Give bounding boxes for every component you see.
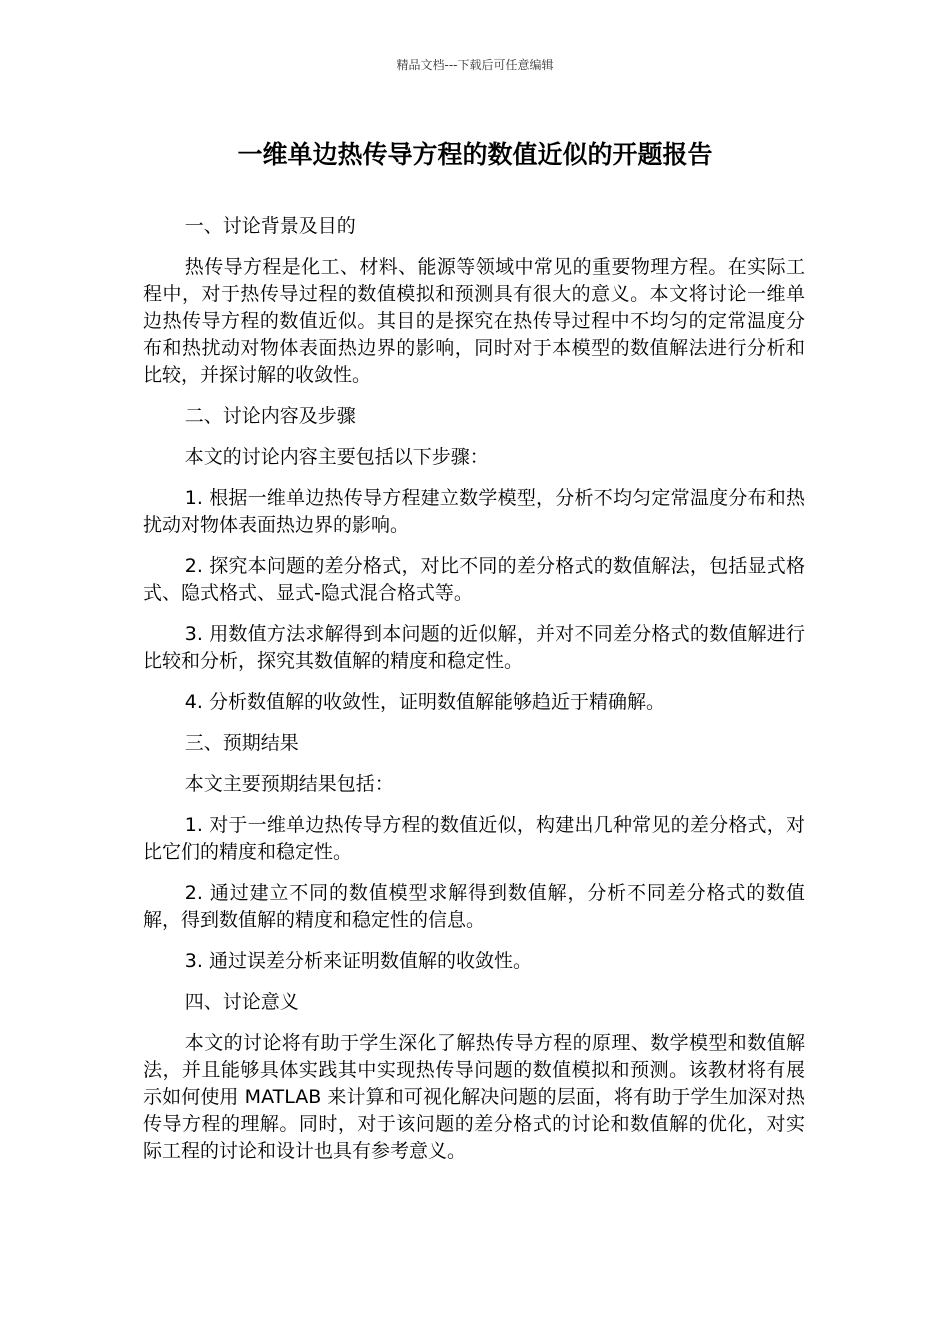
paragraph: 本文主要预期结果包括： (184, 773, 394, 795)
paragraph: 热传导方程是化工、材料、能源等领域中常见的重要物理方程。在实际工程中，对于热传导过程的数值模拟和预测具有很大的意义。本文将讨论一维单边热传导方程的数值近似。其目的是探究在热传导过程中不均匀的定常温度分布和热扰动对物体表面热边界的影响，同时对于本模型的数值解法进行分析和比较，并探讨解的收敛性。 (143, 256, 805, 386)
section-heading-background: 一、讨论背景及目的 (184, 215, 356, 237)
section-heading-content-steps: 二、讨论内容及步骤 (184, 405, 356, 427)
document-body (143, 213, 805, 1179)
list-item: 2. 通过建立不同的数值模型求解得到数值解，分析不同差分格式的数值解，得到数值解的精度和稳定性的信息。 (143, 882, 805, 931)
list-item: 3. 用数值方法求解得到本问题的近似解，并对不同差分格式的数值解进行比较和分析，探究其数值解的精度和稳定性。 (143, 623, 805, 672)
paragraph: 本文的讨论内容主要包括以下步骤： (184, 446, 489, 468)
header-note: 精品文档---下载后可任意编辑 (396, 58, 554, 72)
list-item: 3. 通过误差分析来证明数值解的收敛性。 (184, 950, 532, 972)
list-item: 1. 对于一维单边热传导方程的数值近似，构建出几种常见的差分格式，对比它们的精度和稳定性。 (143, 814, 805, 863)
paragraph: 本文的讨论将有助于学生深化了解热传导方程的原理、数学模型和数值解法，并且能够具体实践其中实现热传导问题的数值模拟和预测。该教材将有展示如何使用 MATLAB 来计算和可视化解决问题的层面，将有助于学生加深对热传导方程的理解。同时，对于该问题的差分格式的讨论和数值解的优化，对实际工程的讨论和设计也具有参考意义。 (143, 1032, 805, 1162)
section-heading-expected-results: 三、预期结果 (184, 732, 299, 754)
section-heading-significance: 四、讨论意义 (184, 991, 299, 1013)
list-item: 4. 分析数值解的收敛性，证明数值解能够趋近于精确解。 (184, 691, 665, 713)
document-title: 一维单边热传导方程的数值近似的开题报告 (237, 140, 713, 169)
list-item: 2. 探究本问题的差分格式，对比不同的差分格式的数值解法，包括显式格式、隐式格式、显式-隐式混合格式等。 (143, 555, 805, 604)
list-item: 1. 根据一维单边热传导方程建立数学模型，分析不均匀定常温度分布和热扰动对物体表面热边界的影响。 (143, 487, 805, 536)
